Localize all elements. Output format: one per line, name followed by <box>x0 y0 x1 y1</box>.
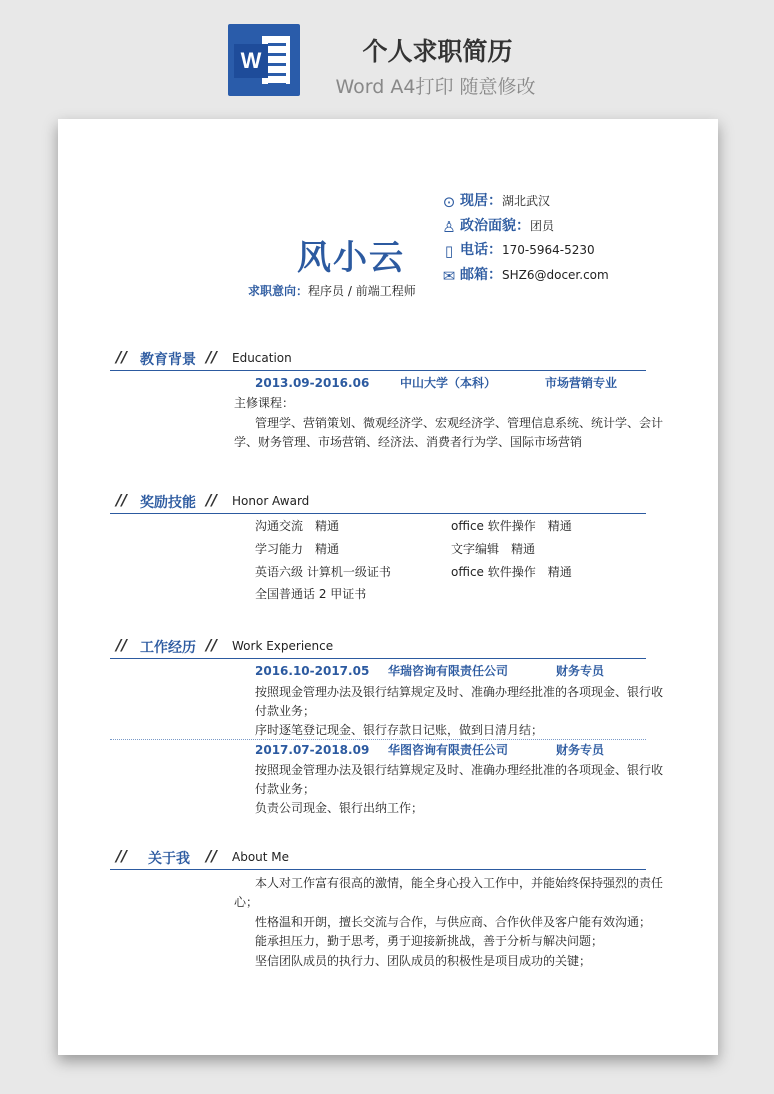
contact-political <box>438 216 698 236</box>
section-title-en: Work Experience <box>232 639 334 653</box>
phone-icon: ▯ <box>444 241 454 260</box>
edu-courses-label: 主修课程： <box>234 396 295 410</box>
honor-item: office 软件操作 精通 <box>451 519 572 533</box>
job-line: 按照现金管理办法及银行结算规定及时、准确办理经批准的各项现金、银行收 <box>255 685 664 699</box>
about-line: 本人对工作富有很高的激情，能全身心投入工作中，并能始终保持强烈的责任 <box>255 876 664 890</box>
section-title-en: Honor Award <box>232 494 310 508</box>
job-line: 付款业务； <box>255 704 316 718</box>
about-line: 能承担压力，勤于思考，勇于迎接新挑战，善于分析与解决问题； <box>255 934 604 948</box>
section-honors-header: // 奖励技能 // Honor Award <box>110 491 646 514</box>
about-line: 坚信团队成员的执行力、团队成员的积极性是项目成功的关键； <box>255 954 592 968</box>
contact-email <box>438 265 698 285</box>
candidate-name: 风小云 <box>297 238 405 278</box>
job-company: 华图咨询有限责任公司 <box>388 743 509 757</box>
section-title: 关于我 <box>148 851 190 867</box>
honor-item: 沟通交流 精通 <box>255 519 340 533</box>
honor-item: 学习能力 精通 <box>255 542 340 556</box>
page-subtitle: Word A4打印 随意修改 <box>335 76 536 98</box>
job-intent-value: 程序员 / 前端工程师 <box>308 284 416 298</box>
contact-location <box>438 191 698 211</box>
job-line: 负责公司现金、银行出纳工作； <box>255 801 424 815</box>
edu-date: 2013.09-2016.06 <box>255 376 370 390</box>
job-line: 序时逐笔登记现金、银行存款日记账，做到日清月结； <box>255 723 544 737</box>
person-icon: ♙ <box>442 217 456 236</box>
edu-major: 市场营销专业 <box>545 376 618 390</box>
contact-phone <box>438 240 698 260</box>
job-position: 财务专员 <box>556 743 605 757</box>
mail-icon: ✉ <box>442 266 456 285</box>
edu-courses-line: 学、财务管理、市场营销、经济法、消费者行为学、国际市场营销 <box>234 435 583 449</box>
contact-value: 团员 <box>530 219 555 233</box>
section-title: 教育背景 <box>140 352 196 368</box>
honor-item: office 软件操作 精通 <box>451 565 572 579</box>
honor-item: 文字编辑 精通 <box>451 542 536 556</box>
page-title: 个人求职简历 <box>362 37 513 66</box>
word-logo-icon <box>228 24 300 96</box>
job-company: 华瑞咨询有限责任公司 <box>388 664 509 678</box>
contact-label: 电话： <box>460 242 502 258</box>
about-line: 心； <box>234 895 259 909</box>
honor-item: 全国普通话 2 甲证书 <box>255 587 367 601</box>
edu-courses-line: 管理学、营销策划、微观经济学、宏观经济学、管理信息系统、统计学、会计 <box>255 416 664 430</box>
job-line: 付款业务； <box>255 782 316 796</box>
job-date: 2016.10-2017.05 <box>255 664 370 678</box>
job-intent-label: 求职意向： <box>248 284 309 298</box>
job-intent <box>248 282 416 299</box>
job-divider <box>110 739 646 740</box>
logo-letter: W <box>234 44 268 78</box>
contact-value: 湖北武汉 <box>502 194 551 208</box>
contact-label: 现居： <box>460 193 502 209</box>
resume-page <box>58 119 718 1055</box>
job-position: 财务专员 <box>556 664 605 678</box>
section-title: 奖励技能 <box>140 495 196 511</box>
section-title-en: About Me <box>232 850 290 864</box>
section-title: 工作经历 <box>140 640 196 656</box>
job-line: 按照现金管理办法及银行结算规定及时、准确办理经批准的各项现金、银行收 <box>255 763 664 777</box>
contact-label: 政治面貌： <box>460 218 530 234</box>
contact-label: 邮箱： <box>460 267 502 283</box>
section-work-header: // 工作经历 // Work Experience <box>110 636 646 659</box>
honor-item: 英语六级 计算机一级证书 <box>255 565 391 579</box>
edu-school: 中山大学（本科） <box>400 376 497 390</box>
section-education-header: // 教育背景 // Education <box>110 348 646 371</box>
contact-value: SHZ6@docer.com <box>502 268 609 282</box>
location-pin-icon: ⊙ <box>442 192 456 211</box>
section-about-header: // 关于我 // About Me <box>110 847 646 870</box>
contact-value: 170-5964-5230 <box>502 243 595 257</box>
about-line: 性格温和开朗，擅长交流与合作，与供应商、合作伙伴及客户能有效沟通； <box>255 915 652 929</box>
section-title-en: Education <box>232 351 292 365</box>
job-date: 2017.07-2018.09 <box>255 743 370 757</box>
